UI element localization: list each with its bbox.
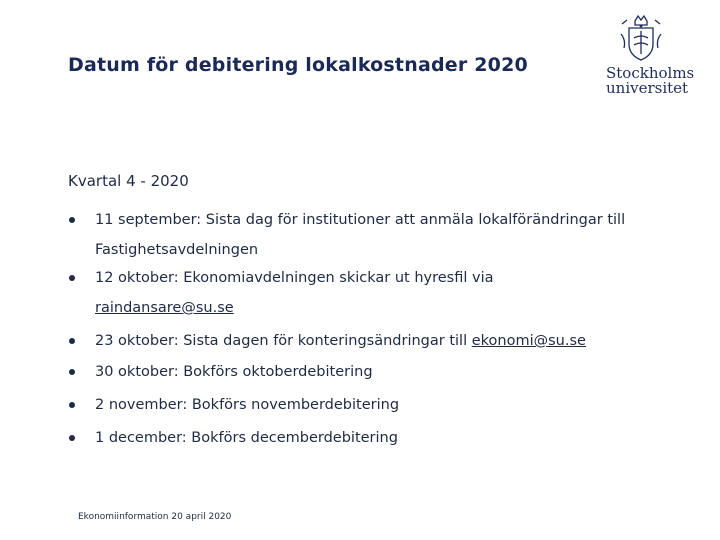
bullet-text: 11 september: Sista dag för institutioner att anmäla lokalförändringar till Fastighetsavdelningen [95, 212, 626, 258]
slide-title: Datum för debitering lokalkostnader 2020 [68, 54, 528, 76]
email-link[interactable]: ekonomi@su.se [471, 333, 586, 349]
section-heading: Kvartal 4 - 2020 [68, 172, 189, 190]
bullet-item [68, 263, 493, 323]
crest-icon [618, 14, 664, 64]
bullet-item [68, 423, 398, 453]
bullet-icon [69, 217, 75, 223]
bullet-text: 1 december: Bokförs decemberdebitering [95, 430, 398, 446]
bullet-icon [69, 338, 75, 344]
logo-wordmark [606, 64, 695, 97]
footer-text: Ekonomiinformation 20 april 2020 [78, 512, 232, 522]
bullet-item [68, 205, 688, 265]
bullet-icon [69, 435, 75, 441]
bullet-text: 30 oktober: Bokförs oktoberdebitering [95, 364, 373, 380]
bullet-icon [69, 402, 75, 408]
bullet-item [68, 326, 586, 356]
bullet-item [68, 390, 399, 420]
logo-line-2: universitet [606, 79, 689, 97]
bullet-item [68, 357, 373, 387]
email-link[interactable]: raindansare@su.se [95, 300, 234, 316]
bullet-icon [69, 275, 75, 281]
bullet-text: 12 oktober: Ekonomiavdelningen skickar ut hyresfil via [95, 270, 494, 286]
bullet-text: 23 oktober: Sista dagen för konteringsändringar till [95, 333, 468, 349]
bullet-text: 2 november: Bokförs novemberdebitering [95, 397, 400, 413]
university-logo [606, 14, 695, 104]
logo-line-1: Stockholms [606, 64, 695, 82]
bullet-icon [69, 369, 75, 375]
